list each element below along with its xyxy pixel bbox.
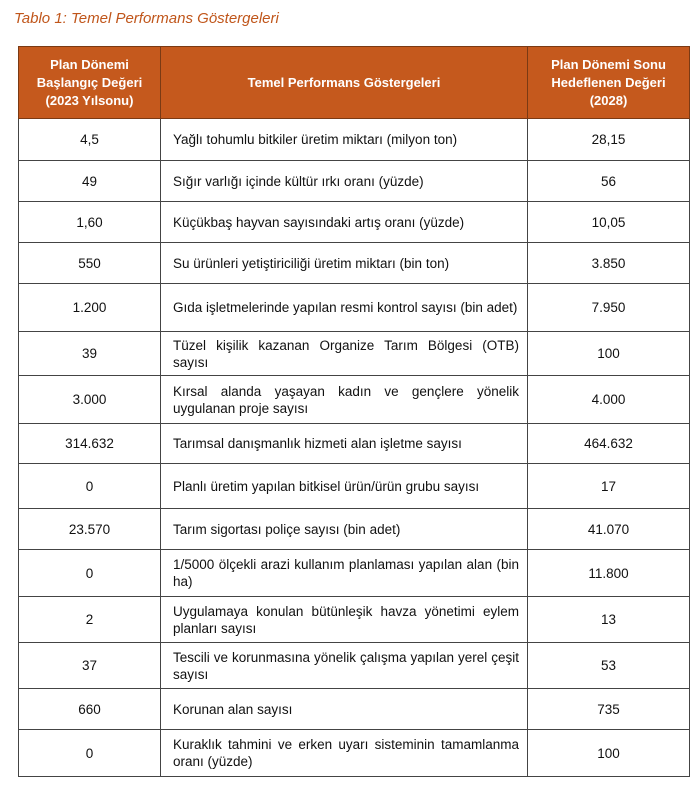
table-row <box>19 597 690 643</box>
target-value-cell: 4.000 <box>528 376 690 424</box>
indicator-cell: Uygulamaya konulan bütünleşik havza yönetimi eylem planları sayısı <box>161 597 528 643</box>
table-row <box>19 550 690 597</box>
target-value-cell: 7.950 <box>528 284 690 332</box>
indicator-cell: Küçükbaş hayvan sayısındaki artış oranı (yüzde) <box>161 202 528 243</box>
table-row <box>19 332 690 376</box>
table-row <box>19 202 690 243</box>
table-row <box>19 689 690 730</box>
header-start-value <box>19 47 161 119</box>
table-row <box>19 284 690 332</box>
indicator-cell: Tüzel kişilik kazanan Organize Tarım Bölgesi (OTB) sayısı <box>161 332 528 376</box>
start-value-cell: 550 <box>19 243 161 284</box>
indicator-cell: Su ürünleri yetiştiriciliği üretim miktarı (bin ton) <box>161 243 528 284</box>
header-indicator: Temel Performans Göstergeleri <box>161 47 528 119</box>
start-value-cell: 314.632 <box>19 424 161 464</box>
table-caption: Tablo 1: Temel Performans Göstergeleri <box>14 10 279 27</box>
indicator-cell: Kuraklık tahmini ve erken uyarı sisteminin tamamlanma oranı (yüzde) <box>161 730 528 777</box>
indicator-cell: Gıda işletmelerinde yapılan resmi kontrol sayısı (bin adet) <box>161 284 528 332</box>
table-row <box>19 643 690 689</box>
header-start-line: Plan Dönemi <box>50 56 129 72</box>
start-value-cell: 660 <box>19 689 161 730</box>
start-value-cell: 49 <box>19 161 161 202</box>
target-value-cell: 100 <box>528 730 690 777</box>
table-row <box>19 243 690 284</box>
target-value-cell: 41.070 <box>528 509 690 550</box>
header-start-line: (2023 Yılsonu) <box>45 92 134 108</box>
start-value-cell: 0 <box>19 550 161 597</box>
indicator-cell: 1/5000 ölçekli arazi kullanım planlaması yapılan alan (bin ha) <box>161 550 528 597</box>
start-value-cell: 37 <box>19 643 161 689</box>
table-row <box>19 424 690 464</box>
target-value-cell: 3.850 <box>528 243 690 284</box>
table-header-row <box>19 47 690 119</box>
table-row <box>19 730 690 777</box>
indicator-cell: Kırsal alanda yaşayan kadın ve gençlere yönelik uygulanan proje sayısı <box>161 376 528 424</box>
header-start-line: Başlangıç Değeri <box>36 74 143 90</box>
target-value-cell: 11.800 <box>528 550 690 597</box>
start-value-cell: 2 <box>19 597 161 643</box>
start-value-cell: 23.570 <box>19 509 161 550</box>
indicator-cell: Sığır varlığı içinde kültür ırkı oranı (yüzde) <box>161 161 528 202</box>
header-target-line: (2028) <box>589 92 628 108</box>
performance-indicators-table <box>18 46 690 777</box>
target-value-cell: 100 <box>528 332 690 376</box>
header-target-value <box>528 47 690 119</box>
start-value-cell: 1.200 <box>19 284 161 332</box>
indicator-cell: Yağlı tohumlu bitkiler üretim miktarı (milyon ton) <box>161 119 528 161</box>
start-value-cell: 1,60 <box>19 202 161 243</box>
target-value-cell: 53 <box>528 643 690 689</box>
start-value-cell: 0 <box>19 730 161 777</box>
table-row <box>19 161 690 202</box>
target-value-cell: 735 <box>528 689 690 730</box>
indicator-cell: Planlı üretim yapılan bitkisel ürün/ürün grubu sayısı <box>161 464 528 509</box>
table-row <box>19 464 690 509</box>
indicator-cell: Tarımsal danışmanlık hizmeti alan işletme sayısı <box>161 424 528 464</box>
header-target-line: Hedeflenen Değeri <box>551 74 666 90</box>
start-value-cell: 4,5 <box>19 119 161 161</box>
start-value-cell: 39 <box>19 332 161 376</box>
target-value-cell: 10,05 <box>528 202 690 243</box>
target-value-cell: 28,15 <box>528 119 690 161</box>
table-row <box>19 376 690 424</box>
target-value-cell: 464.632 <box>528 424 690 464</box>
target-value-cell: 13 <box>528 597 690 643</box>
indicator-cell: Tescili ve korunmasına yönelik çalışma yapılan yerel çeşit sayısı <box>161 643 528 689</box>
target-value-cell: 17 <box>528 464 690 509</box>
table-row <box>19 509 690 550</box>
indicator-cell: Tarım sigortası poliçe sayısı (bin adet) <box>161 509 528 550</box>
start-value-cell: 3.000 <box>19 376 161 424</box>
indicator-cell: Korunan alan sayısı <box>161 689 528 730</box>
target-value-cell: 56 <box>528 161 690 202</box>
header-target-line: Plan Dönemi Sonu <box>551 56 666 72</box>
table-row <box>19 119 690 161</box>
start-value-cell: 0 <box>19 464 161 509</box>
